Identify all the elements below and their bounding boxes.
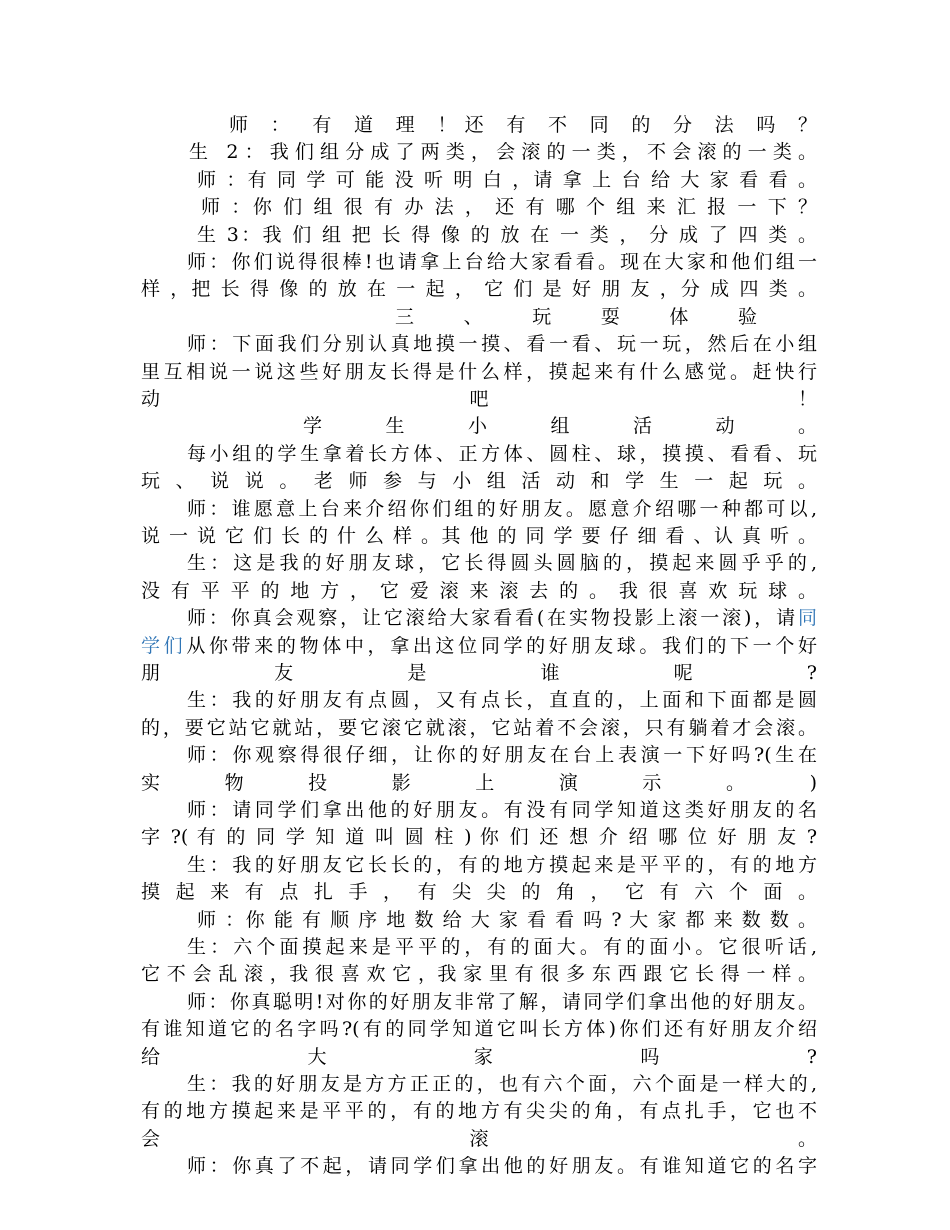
text-line: 师：请同学们拿出他的好朋友。有没有同学知道这类好朋友的名 <box>187 799 817 821</box>
text-line: 生：我的好朋友有点圆，又有点长，直直的，上面和下面都是圆 <box>187 689 817 712</box>
text-line: 动 吧 ！ <box>141 388 817 410</box>
text-line: 有谁知道它的名字吗?(有的同学知道它叫长方体)你们还有好朋友介绍 <box>141 1018 817 1041</box>
text-line: 师：你真聪明!对你的好朋友非常了解，请同学们拿出他的好朋友。 <box>187 990 817 1013</box>
text-line: 生 3：我 们 组 把 长 得 像 的 放 在 一 类 ， 分 成 了 四 类 。 <box>197 223 817 246</box>
text-line: 师：你观察得很仔细，让你的好朋友在台上表演一下好吗?(生在 <box>187 744 817 767</box>
text-line: 生：我的好朋友它长长的，有的地方摸起来是平平的，有的地方 <box>187 853 817 876</box>
text-line: 摸 起 来 有 点 扎 手 ， 有 尖 尖 的 角 ， 它 有 六 个 面 。 <box>141 881 817 904</box>
text-line: 生：我的好朋友是方方正正的，也有六个面，六个面是一样大的, <box>187 1073 817 1095</box>
text-line: 样 ，把 长 得 像 的 放 在 一 起 ， 它 们 是 好 朋 友 ，分 成 四 类 。 <box>141 278 817 301</box>
text-line: 师：谁愿意上台来介绍你们组的好朋友。愿意介绍哪一种都可以, <box>187 497 817 520</box>
text-line: 生：这是我的好朋友球，它长得圆头圆脑的，摸起来圆乎乎的, <box>187 552 817 575</box>
text-line: 的，要它站它就站，要它滚它就滚，它站着不会滚，只有躺着才会滚。 <box>141 716 817 739</box>
text-line: 师 ：有 同 学 可 能 没 听 明 白 ，请 拿 上 台 给 大 家 看 看 。 <box>197 168 817 191</box>
text-line: 师 ：你 能 有 顺 序 地 数 给 大 家 看 看 吗 ? 大 家 都 来 数 数 。 <box>197 908 817 931</box>
text-line <box>187 605 817 632</box>
text-line: 学 生 小 组 活 动 。 <box>303 415 817 438</box>
text-line: 有的地方摸起来是平平的，有的地方有尖尖的角，有点扎手，它也不 <box>141 1100 817 1123</box>
text-line: 会 滚 。 <box>141 1127 817 1150</box>
text-line: 字 ?( 有 的 同 学 知 道 叫 圆 柱 ) 你 们 还 想 介 绍 哪 位 好 朋 友 ? <box>141 826 817 849</box>
text-line: 师：你真了不起，请同学们拿出他的好朋友。有谁知道它的名字 <box>187 1155 817 1178</box>
text-line <box>141 633 817 660</box>
text-line: 师 ：你 们 组 很 有 办 法 ， 还 有 哪 个 组 来 汇 报 一 下 ？ <box>201 196 817 219</box>
text-line: 它 不 会 乱 滚 ，我 很 喜 欢 它 ，我 家 里 有 很 多 东 西 跟 它 长 得 一 样 。 <box>141 963 817 986</box>
text-line: 每小组的学生拿着长方体、正方体、圆柱、球，摸摸、看看、玩 <box>187 442 817 465</box>
text-line: 生 2：我们组分成了两类，会滚的一类，不会滚的一类。 <box>189 141 817 164</box>
text-fragment: 从你带来的物体中，拿出这位同学的好朋友球。我们的下一个好 <box>186 634 817 657</box>
text-line: 说 一 说 它 们 长 的 什 么 样 。其 他 的 同 学 要 仔 细 看 、认 真 听 。 <box>141 525 817 547</box>
text-line: 没 有 平 平 的 地 方 ， 它 爱 滚 来 滚 去 的 。 我 很 喜 欢 玩 球 。 <box>141 579 817 602</box>
text-line: 师：你们说得很棒!也请拿上台给大家看看。现在大家和他们组一 <box>187 251 817 273</box>
text-fragment: 师：你真会观察，让它滚给大家看看(在实物投影上滚一滚)，请 <box>187 607 798 630</box>
text-line: 师 ： 有 道 理 ！还 有 不 同 的 分 法 吗 ？ <box>229 114 817 136</box>
text-line: 生：六个面摸起来是平平的，有的面大。有的面小。它很听话, <box>187 936 817 958</box>
text-line: 朋 友 是 谁 呢 ? <box>141 662 817 684</box>
hyperlink[interactable]: 同 <box>797 607 817 630</box>
text-line: 三 、 玩 耍 体 验 <box>395 305 757 328</box>
text-line: 师：下面我们分别认真地摸一摸、看一看、玩一玩，然后在小组 <box>187 333 817 356</box>
text-line: 实 物 投 影 上 演 示 。 ) <box>141 771 817 794</box>
text-line: 玩 、 说 说 。 老 师 参 与 小 组 活 动 和 学 生 一 起 玩 。 <box>141 470 817 493</box>
text-line: 给 大 家 吗 ? <box>141 1045 817 1068</box>
hyperlink[interactable]: 学们 <box>141 634 187 657</box>
text-line: 里互相说一说这些好朋友长得是什么样，摸起来有什么感觉。赶快行 <box>141 360 817 383</box>
